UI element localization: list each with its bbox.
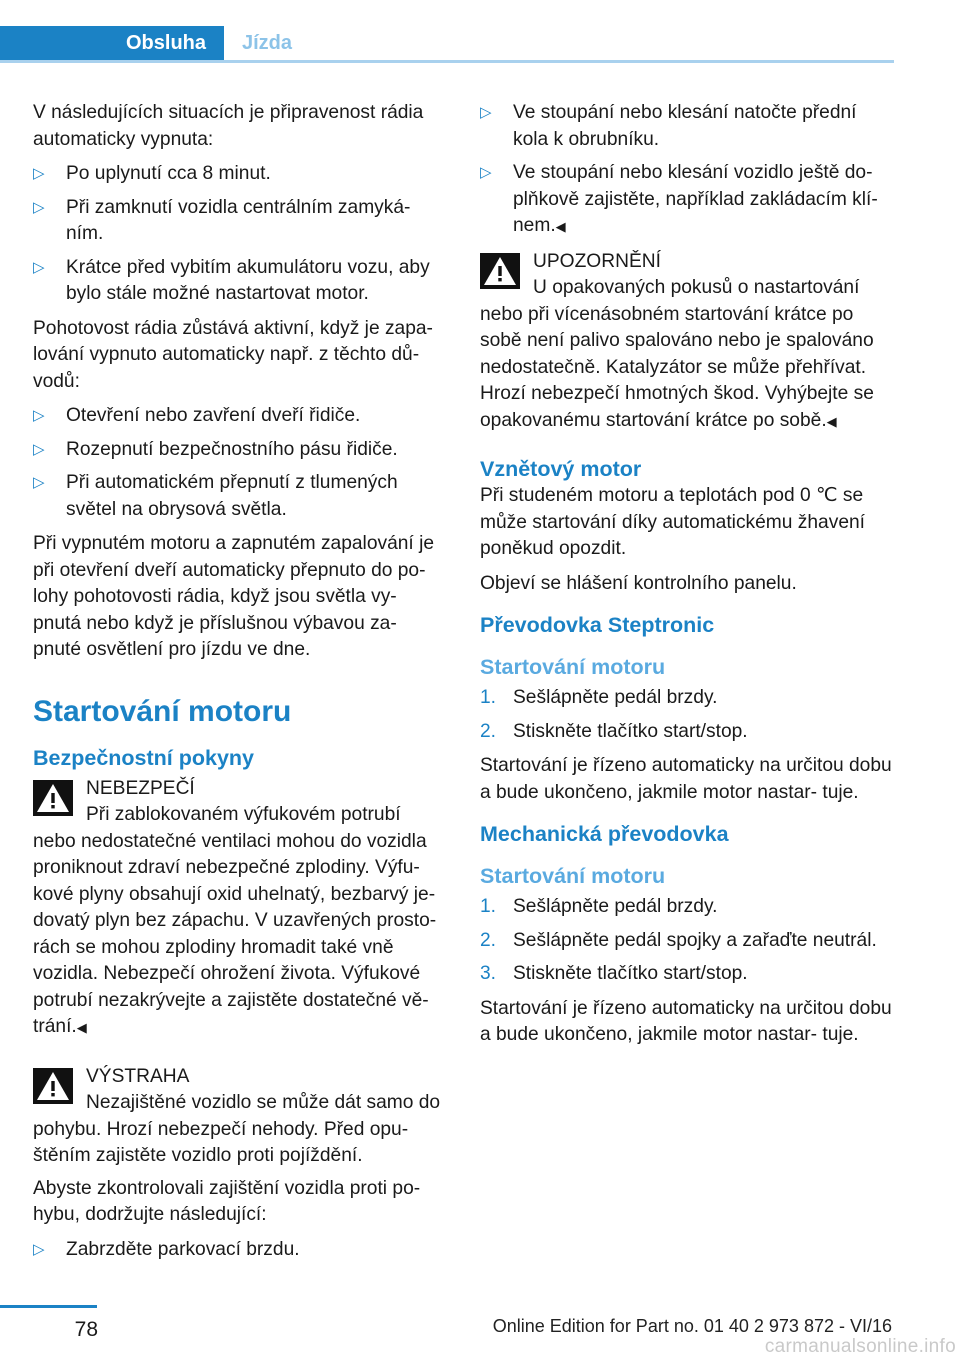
paragraph-secure-vehicle: Abyste zkontrolovali zajištění vozidla proti po‐ hybu, dodržujte následující: <box>33 1177 421 1225</box>
list-item: 3. Stiskněte tlačítko start/stop. <box>480 961 894 988</box>
list-item: ▷ Při zamknutí vozidla centrálním zamyká‐ ním. <box>33 196 411 244</box>
list-item: ▷ Krátce před vybitím akumulátoru vozu, aby bylo stále možné nastartovat motor. <box>33 256 430 304</box>
danger-title: NEBEZPEČÍ <box>86 777 195 799</box>
paragraph-steptronic-after: Startování je řízeno automaticky na určitou dobu a bude ukončeno, jakmile motor nastar‐ tuje. <box>480 755 892 803</box>
end-marker-icon: ◀ <box>76 1020 87 1035</box>
triangle-bullet-icon: ▷ <box>480 104 492 121</box>
paragraph-diesel-2: Objeví se hlášení kontrolního panelu. <box>480 572 797 594</box>
paragraph-standby: Při vypnutém motoru a zapnutém zapalování je při otevření dveří automaticky přepnuto do po‐ lohy pohotovosti rádia, když jsou světla vy‐ pnutá nebo když je příslušnou výbavou za‐ pnuté osvětlení pro jízdu ve dne. <box>33 533 435 660</box>
list-item: 1. Sešlápněte pedál brzdy. <box>480 685 894 712</box>
right-column <box>480 100 894 1057</box>
list-secure-vehicle-continued <box>480 100 894 241</box>
list-item: ▷ Rozepnutí bezpečnostního pásu řidiče. <box>33 437 448 464</box>
warning-title: VÝSTRAHA <box>86 1065 190 1087</box>
section-title-starting-engine: Startování motoru <box>33 694 292 728</box>
triangle-bullet-icon: ▷ <box>33 165 45 182</box>
heading-diesel-engine: Vznětový motor <box>480 457 642 481</box>
caution-text: U opakovaných pokusů o nastartování nebo při vícenásobném startování krátce po sobě není palivo spalováno nebo je spalováno nedostatečně. Katalyzátor se může přehřívat. Hrozí nebezpečí hmotných škod. Vyhýbejte se opakovanému startování krátce po sobě. <box>480 277 874 431</box>
step-number: 1. <box>480 896 497 917</box>
warning-text: Nezajištěné vozidlo se může dát samo do pohybu. Hrozí nebezpečí nehody. Před opu‐ štěním zajistěte vozidlo proti pojíždění. <box>33 1092 441 1166</box>
heading-manual-transmission: Mechanická převodovka <box>480 822 729 846</box>
warning-triangle-icon <box>480 253 520 289</box>
paragraph-manual-after: Startování je řízeno automaticky na určitou dobu a bude ukončeno, jakmile motor nastar‐ tuje. <box>480 997 892 1045</box>
step-number: 2. <box>480 929 497 951</box>
triangle-bullet-icon: ▷ <box>480 164 492 181</box>
paragraph-radio-off-intro: V následujících situacích je připravenost rádia automaticky vypnuta: <box>33 102 424 150</box>
list-item: ▷ Ve stoupání nebo klesání natočte přední kola k obrubníku. <box>480 102 857 150</box>
step-number: 2. <box>480 720 497 742</box>
page-number: 78 <box>74 1318 98 1341</box>
list-radio-active <box>33 403 448 523</box>
triangle-bullet-icon: ▷ <box>33 1240 45 1258</box>
list-item: ▷ Ve stoupání nebo klesání vozidlo ještě do‐ plňkově zajistěte, například zakládacím klí‐ nem.◀ <box>480 162 878 236</box>
warning-notice <box>33 1064 448 1170</box>
triangle-bullet-icon: ▷ <box>33 198 45 216</box>
edition-text: Online Edition for Part no. 01 40 2 973 872 - VI/16 <box>492 1316 892 1336</box>
step-number: 3. <box>480 963 497 984</box>
paragraph-diesel-1: Při studeném motoru a teplotách pod 0 ℃ se může startování díky automatickému žhavení poněkud opozdit. <box>480 485 865 559</box>
triangle-bullet-icon: ▷ <box>33 258 45 276</box>
list-item: 1. Sešlápněte pedál brzdy. <box>480 894 894 921</box>
danger-notice <box>33 776 448 1042</box>
list-item: 2. Sešlápněte pedál spojky a zařaďte neutrál. <box>480 928 894 955</box>
caution-notice <box>480 249 894 436</box>
triangle-bullet-icon: ▷ <box>33 440 45 458</box>
danger-text: Při zablokovaném výfukovém potrubí nebo nedostatečné ventilaci mohou do vozidla proniknout zdraví nebezpečné zplodiny. Výfu‐ kové plyny obsahují oxid uhelnatý, bezbarvý je‐ dovatý plyn bez zápachu. V uzavřených prosto‐ rách se mohou zplodiny hromadit také vně vozidla. Nebezpečí ohrožení života. Výfukové potrubí nezakrývejte a zajistěte dostatečné vě‐ trání. <box>33 804 437 1037</box>
triangle-bullet-icon: ▷ <box>33 407 45 424</box>
paragraph-radio-active-intro: Pohotovost rádia zůstává aktivní, když je zapa‐ lování vypnuto automaticky např. z těchto dů‐ vodů: <box>33 317 433 392</box>
triangle-bullet-icon: ▷ <box>33 474 45 491</box>
list-radio-off <box>33 161 448 308</box>
step-number: 1. <box>480 687 497 708</box>
list-item: 2. Stiskněte tlačítko start/stop. <box>480 719 894 746</box>
warning-triangle-icon <box>33 1068 73 1104</box>
header-divider <box>0 60 894 63</box>
subheading-start-engine-steptronic: Startování motoru <box>480 655 666 679</box>
end-marker-icon: ◀ <box>555 219 566 234</box>
header-tabs <box>0 0 960 64</box>
end-marker-icon: ◀ <box>826 413 837 429</box>
list-item: ▷ Otevření nebo zavření dveří řidiče. <box>33 403 448 430</box>
tab-obsluha[interactable]: Obsluha <box>0 26 224 60</box>
steps-manual <box>480 894 894 988</box>
footer-divider <box>0 1305 97 1308</box>
watermark: carmanualsonline.info <box>764 1336 956 1357</box>
list-secure-vehicle <box>33 1237 448 1264</box>
list-item: ▷ Při automatickém přepnutí z tlumených světel na obrysová světla. <box>33 472 398 520</box>
heading-steptronic: Převodovka Steptronic <box>480 613 715 637</box>
steps-steptronic <box>480 685 894 745</box>
heading-safety: Bezpečnostní pokyny <box>33 745 255 770</box>
tab-jizda[interactable]: Jízda <box>224 26 894 60</box>
list-item: ▷ Po uplynutí cca 8 minut. <box>33 161 448 188</box>
warning-triangle-icon <box>33 780 73 816</box>
caution-title: UPOZORNĚNÍ <box>533 250 661 272</box>
left-column <box>33 100 448 1271</box>
list-item: ▷ Zabrzděte parkovací brzdu. <box>33 1237 448 1264</box>
subheading-start-engine-manual: Startování motoru <box>480 864 666 888</box>
